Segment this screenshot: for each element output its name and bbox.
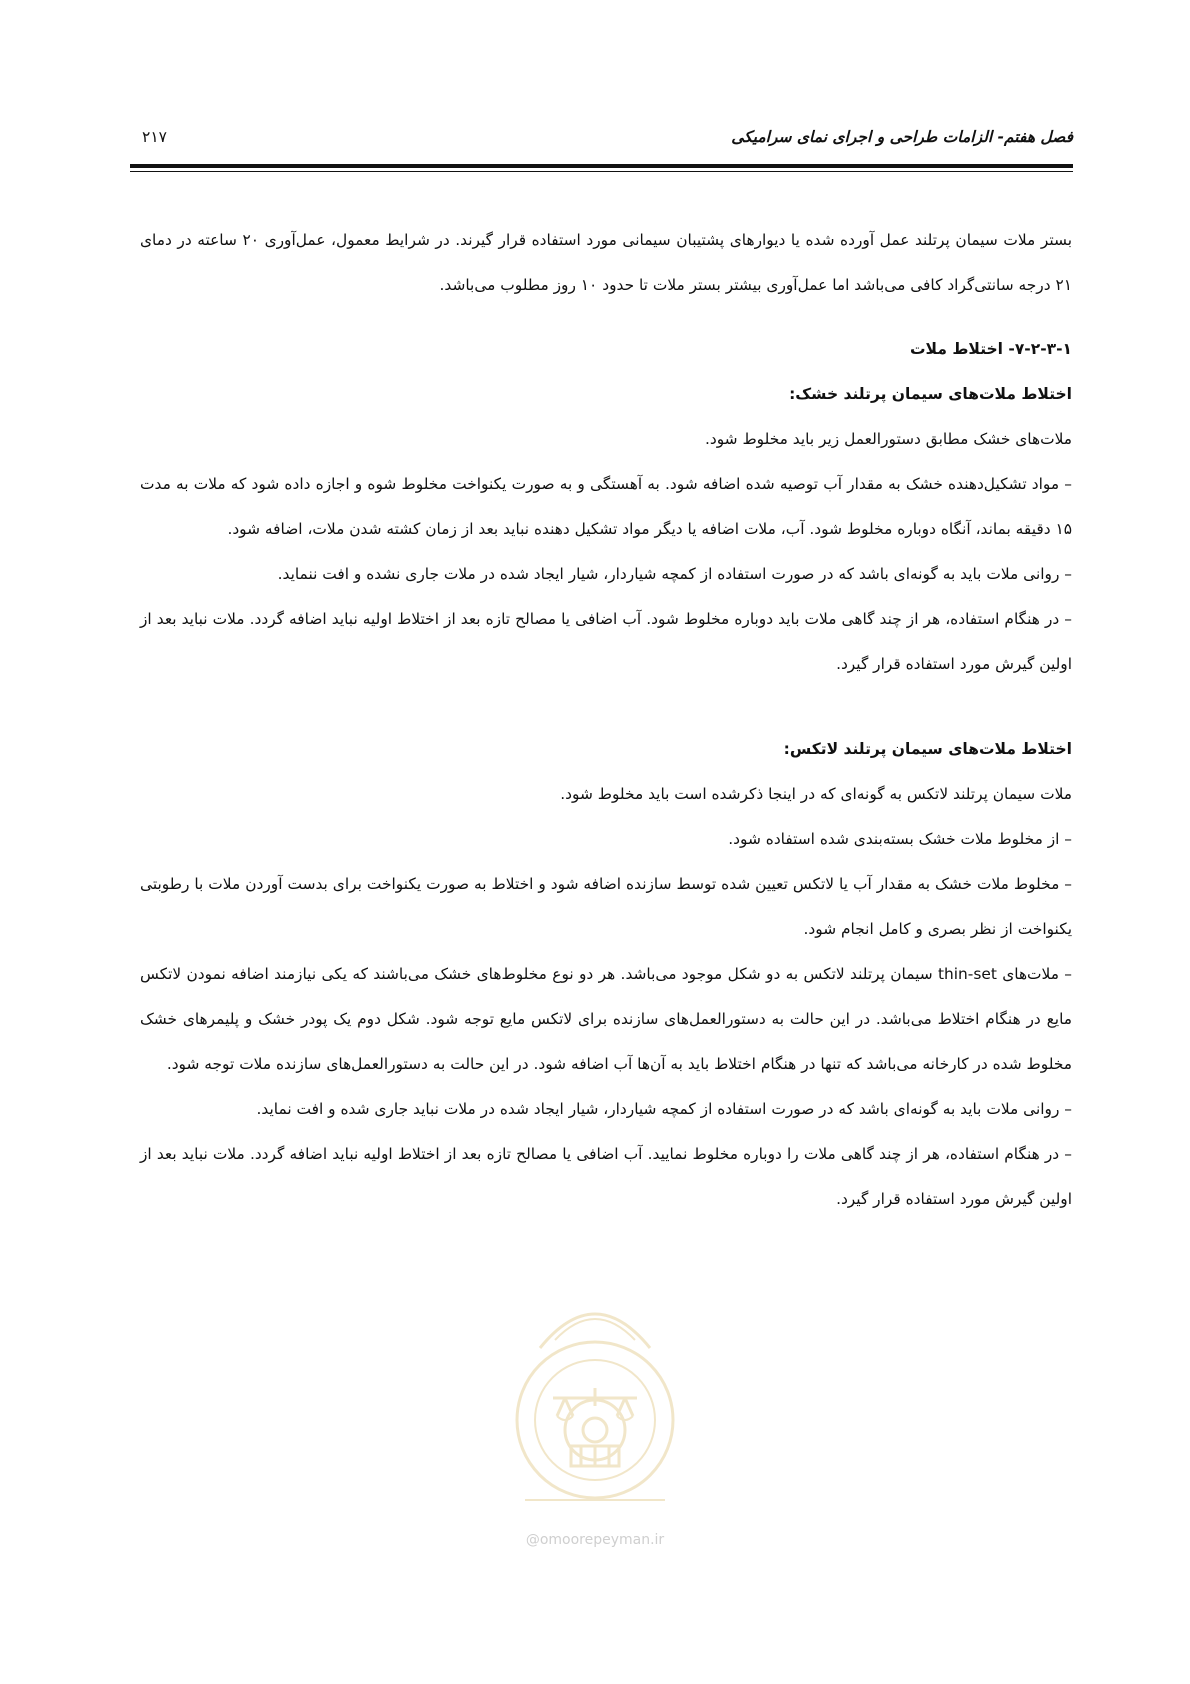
latex-mortar-item: – از مخلوط ملات خشک بسته‌بندی شده استفاده شود. xyxy=(728,830,1072,848)
latex-mortar-item: – ملات‌های thin-set سیمان پرتلند لاتکس به دو شکل موجود می‌باشد. هر دو نوع مخلوط‌های خشک می‌باشند که یکی نیازمند اضافه نمودن لاتکس مایع در هنگام اختلاط می‌باشد. در این حالت به دستورالعمل‌های سازنده برای لاتکس مایع توجه شود. شکل دوم یک پودر خشک و پلیمرهای خشک مخلوط شده در کارخانه می‌باشد که تنها در هنگام اختلاط باید به آن‌ها آب اضافه شود. در این حالت به دستورالعمل‌های سازنده ملات توجه شود. xyxy=(140,965,1072,1073)
watermark-url: @omoorepeyman.ir xyxy=(525,1532,665,1548)
page-body xyxy=(140,218,1072,1222)
header-rule-thick xyxy=(130,164,1073,168)
latex-mortar-item: – مخلوط ملات خشک به مقدار آب یا لاتکس تعیین شده توسط سازنده اضافه شود و اختلاط به صورت یکنواخت برای بدست آوردن ملات با رطوبتی یکنواخت از نظر بصری و کامل انجام شود. xyxy=(140,875,1072,938)
intro-paragraph: بستر ملات سیمان پرتلند عمل آورده شده یا دیوارهای پشتیبان سیمانی مورد استفاده قرار گیرند. در شرایط معمول، عمل‌آوری ۲۰ ساعته در دمای ۲۱ درجه سانتی‌گراد کافی می‌باشد اما عمل‌آوری بیشتر بستر ملات تا حدود ۱۰ روز مطلوب می‌باشد. xyxy=(140,231,1072,294)
gear-icon xyxy=(565,1400,625,1460)
latex-mortar-item: – روانی ملات باید به گونه‌ای باشد که در صورت استفاده از کمچه شیاردار، شیار ایجاد شده در ملات نباید جاری شده و افت نماید. xyxy=(256,1100,1072,1118)
dry-mortar-heading: اختلاط ملات‌های سیمان پرتلند خشک: xyxy=(789,385,1072,403)
seal-ring-inner xyxy=(535,1360,655,1480)
header-rule-thin xyxy=(130,171,1073,172)
section-heading: ۷-۲-۳-۱- اختلاط ملات xyxy=(909,340,1072,358)
dry-mortar-item: – مواد تشکیل‌دهنده خشک به مقدار آب توصیه شده اضافه شود. به آهستگی و به صورت یکنواخت مخلوط شوه و اجازه داده شود که ملات به مدت ۱۵ دقیقه بماند، آنگاه دوباره مخلوط شود. آب، ملات اضافه یا دیگر مواد تشکیل دهنده نباید بعد از زمان کشته شدن ملات، اضافه شود. xyxy=(140,475,1072,538)
seal-crown xyxy=(540,1314,650,1348)
building-icon xyxy=(571,1446,619,1466)
latex-mortar-item: – در هنگام استفاده، هر از چند گاهی ملات را دوباره مخلوط نمایید. آب اضافی یا مصالح تازه بعد از اختلاط اولیه نباید اضافه گردد. ملات نباید بعد از اولین گیرش مورد استفاده قرار گیرد. xyxy=(140,1145,1072,1208)
dry-mortar-lead: ملات‌های خشک مطابق دستورالعمل زیر باید مخلوط شود. xyxy=(704,430,1072,448)
dry-mortar-item: – در هنگام استفاده، هر از چند گاهی ملات باید دوباره مخلوط شود. آب اضافی یا مصالح تازه بعد از اختلاط اولیه نباید اضافه گردد. ملات نباید بعد از اولین گیرش مورد استفاده قرار گیرد. xyxy=(140,610,1072,673)
scales-icon xyxy=(553,1388,637,1416)
latex-mortar-lead: ملات سیمان پرتلند لاتکس به گونه‌ای که در اینجا ذکرشده است باید مخلوط شود. xyxy=(560,785,1072,803)
page-number: ۲۱۷ xyxy=(142,128,167,146)
chapter-title: فصل هفتم- الزامات طراحی و اجرای نمای سرامیکی xyxy=(731,128,1073,146)
seal-ring-outer xyxy=(517,1342,673,1498)
page-header xyxy=(130,128,1073,158)
latex-mortar-heading: اختلاط ملات‌های سیمان پرتلند لاتکس: xyxy=(783,740,1072,758)
watermark-seal xyxy=(485,1270,705,1530)
dry-mortar-item: – روانی ملات باید به گونه‌ای باشد که در صورت استفاده از کمچه شیاردار، شیار ایجاد شده در ملات جاری نشده و افت ننماید. xyxy=(277,565,1072,583)
